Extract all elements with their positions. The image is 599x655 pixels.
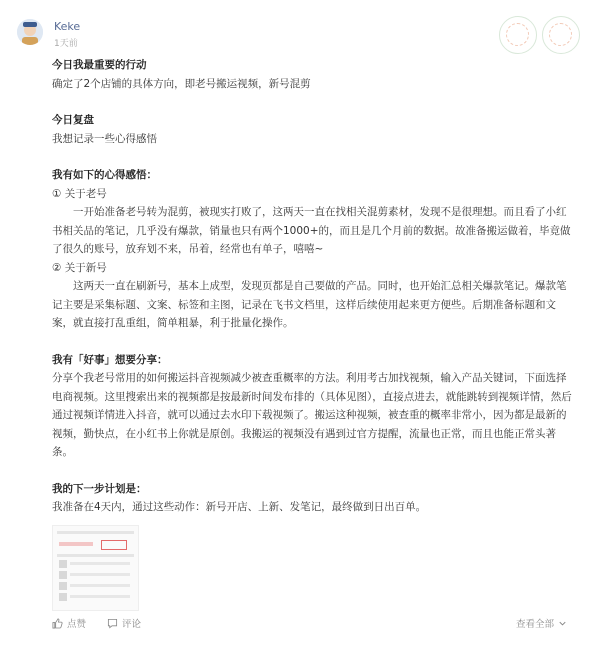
section-title-insights: 我有如下的心得感悟： — [52, 169, 157, 181]
post-content — [52, 56, 572, 611]
insight2-text: 这两天一直在刷新号，基本上成型，发现页都是自己要做的产品。同时，也开始汇总相关爆款笔记。爆款笔记主要是采集标题、文案、标签和主图，记录在飞书文档里，这样后续使用起来更方便些。后期准备标题和文案，就直接打乱重组，简单粗暴，利于批量化操作。 — [52, 280, 567, 329]
view-all-button[interactable] — [516, 616, 568, 630]
post-time: 1天前 — [54, 39, 78, 49]
section-title-share: 我有「好事」想要分享： — [52, 353, 168, 366]
insight1-text: 一开始准备老号转为混剪，被现实打败了，这两天一直在找相关混剪素材，发现不是很理想。而且看了小红书相关品的笔记，几乎没有爆款，销量也只有两个1000+的，而且是几个月前的数据。故准备搬运做着，毕竟做了很久的账号，放弃划不来，吊着，经常也有单子，嘻嘻~ — [52, 206, 571, 255]
section-text-review: 我想记录一些心得感悟 — [52, 132, 157, 145]
section-title-plan: 我的下一步计划是： — [52, 482, 147, 495]
post-header — [14, 14, 585, 54]
section-text-share: 分享个我老号常用的如何搬运抖音视频减少被查重概率的方法。利用考古加找视频，输入产品关键词，下面选择电商视频。这里搜索出来的视频都是按最新时间发布排的（具体见图），直接点进去，就能跳转到视频详情，然后通过视频详情进入抖音，就可以通过去水印下载视频了。搬运这种视频，被查重的概率非常小，因为都是最新的视频，勤快点，在小红书上你就是原创。我搬运的视频没有遇到过官方提醒，流量也正常，而且也能正常头著条。 — [52, 372, 572, 458]
post-footer — [52, 616, 572, 634]
comment-label: 评论 — [122, 619, 142, 630]
view-all-label: 查看全部 — [515, 619, 554, 630]
attached-image-thumbnail[interactable] — [52, 525, 139, 611]
comment-icon — [107, 618, 118, 629]
comment-button[interactable] — [107, 616, 141, 630]
section-title-action: 今日我最重要的行动 — [52, 59, 147, 71]
stamp-badges — [499, 14, 581, 56]
like-button[interactable] — [52, 616, 86, 630]
insight2-title: ② 关于新号 — [52, 261, 107, 274]
insight1-title: ① 关于老号 — [52, 187, 107, 200]
section-text-action: 确定了2个店铺的具体方向，即老号搬运视频，新号混剪 — [52, 77, 311, 90]
section-text-plan: 我准备在4天内，通过这些动作：新号开店、上新、发笔记，最终做到日出百单。 — [52, 501, 427, 513]
stamp-badge — [499, 16, 537, 54]
chevron-down-icon — [557, 618, 568, 629]
like-icon — [52, 618, 63, 629]
stamp-badge — [542, 16, 580, 54]
author-name[interactable]: Keke — [54, 20, 81, 33]
avatar[interactable] — [17, 19, 43, 45]
section-title-review: 今日复盘 — [52, 114, 94, 126]
like-label: 点赞 — [67, 619, 87, 630]
